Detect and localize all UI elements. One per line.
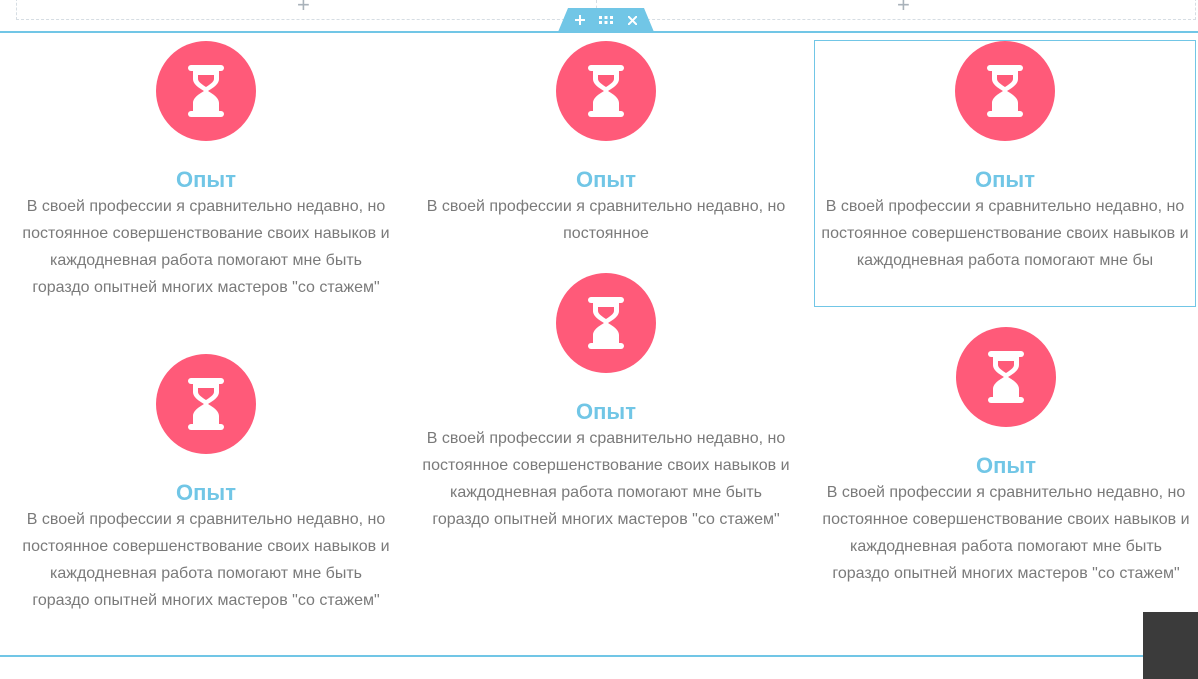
grid-dots-icon[interactable] (599, 13, 613, 27)
icon-box-widget-selected[interactable] (815, 41, 1195, 306)
widget-title: Опыт (176, 480, 236, 505)
hourglass-icon (586, 65, 626, 117)
icon-box-widget[interactable] (16, 354, 396, 614)
widget-title: Опыт (976, 453, 1036, 478)
hourglass-icon (186, 378, 226, 430)
widget-text: В своей профессии я сравнительно недавно, но постоянное совершенствование своих навыков и каждодневная работа помогают мне быть гораздо опытней многих мастеров "со стажем" (22, 198, 390, 296)
icon-circle (156, 354, 256, 454)
icon-box-widget[interactable] (416, 273, 796, 533)
add-widget-plus-left[interactable]: + (297, 0, 310, 17)
widget-text: В своей профессии я сравнительно недавно, но постоянное (426, 198, 786, 242)
icon-circle (556, 41, 656, 141)
widget-title: Опыт (576, 399, 636, 424)
icon-box-widget[interactable] (416, 41, 796, 247)
widget-text: В своей профессии я сравнительно недавно, но постоянное совершенствование своих навыков и каждодневная работа помогают мне бы (821, 198, 1189, 269)
hourglass-icon (985, 65, 1025, 117)
hourglass-icon (586, 297, 626, 349)
icon-circle (956, 327, 1056, 427)
icon-box-widget[interactable] (16, 41, 396, 301)
add-widget-plus-right[interactable]: + (897, 0, 910, 17)
widget-title: Опыт (176, 167, 236, 192)
icon-circle (955, 41, 1055, 141)
widget-text: В своей профессии я сравнительно недавно, но постоянное совершенствование своих навыков и каждодневная работа помогают мне быть гораздо опытней многих мастеров "со стажем" (22, 511, 390, 609)
widget-text: В своей профессии я сравнительно недавно, но постоянное совершенствование своих навыков и каждодневная работа помогают мне быть гораздо опытней многих мастеров "со стажем" (822, 484, 1190, 582)
icon-circle (556, 273, 656, 373)
widget-title: Опыт (975, 167, 1035, 192)
overlay-panel-corner[interactable] (1143, 612, 1198, 679)
hourglass-icon (186, 65, 226, 117)
icon-box-widget[interactable] (816, 327, 1196, 587)
plus-icon[interactable] (573, 13, 587, 27)
widget-text: В своей профессии я сравнительно недавно, но постоянное совершенствование своих навыков и каждодневная работа помогают мне быть гораздо опытней многих мастеров "со стажем" (422, 430, 790, 528)
section-border-bottom (0, 655, 1198, 657)
widget-title: Опыт (576, 167, 636, 192)
hourglass-icon (986, 351, 1026, 403)
icon-circle (156, 41, 256, 141)
section-handle[interactable] (558, 8, 654, 32)
close-icon[interactable] (625, 13, 639, 27)
